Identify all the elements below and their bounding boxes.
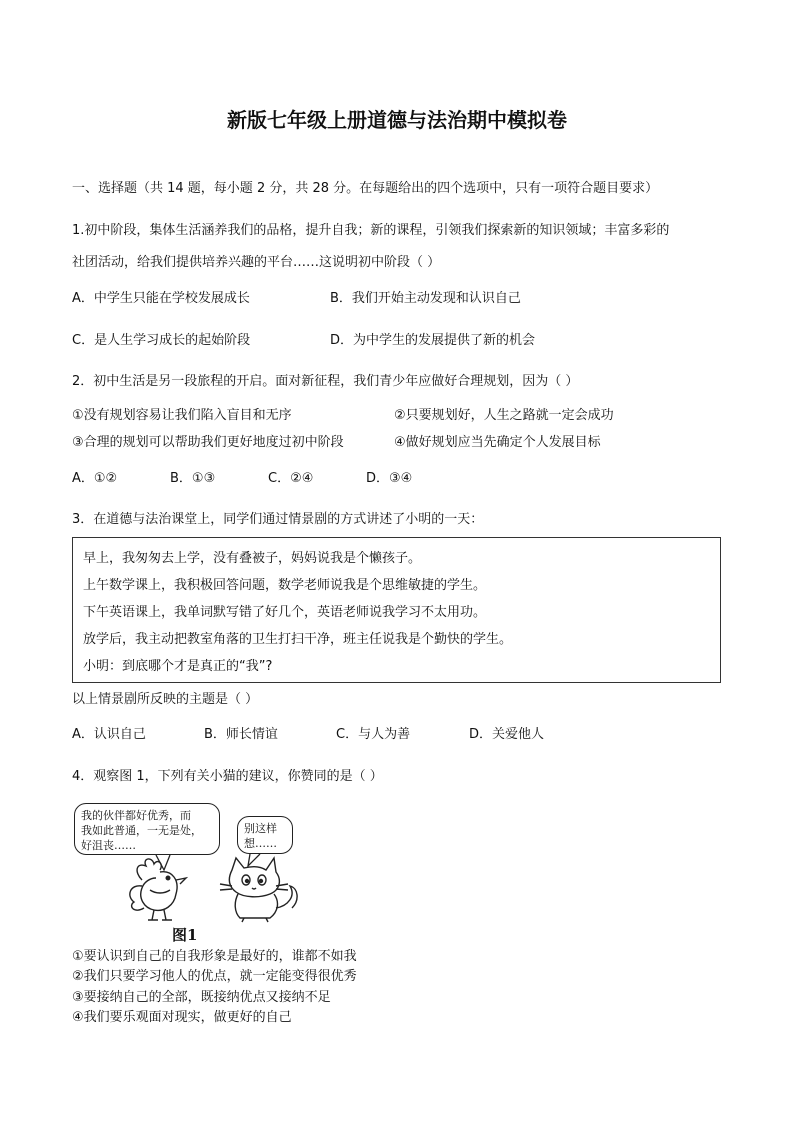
q1-stem-line2: 社团活动，给我们提供培养兴趣的平台……这说明初中阶段（ ）: [72, 255, 441, 270]
q4-statement-2: ②我们只要学习他人的优点，就一定能变得很优秀: [72, 969, 357, 984]
rooster-speech-line-1: 我的伙伴都好优秀，而: [81, 809, 191, 822]
section-heading: 一、选择题（共 14 题，每小题 2 分，共 28 分。在每题给出的四个选项中，只有一项符合题目要求）: [72, 181, 659, 196]
q1-option-c: C．是人生学习成长的起始阶段: [72, 333, 251, 348]
figure-caption: 图1: [172, 926, 198, 944]
q2-stem: 2．初中生活是另一段旅程的开启。面对新征程，我们青少年应做好合理规划，因为（ ）: [72, 374, 579, 389]
q3-stem: 3．在道德与法治课堂上，同学们通过情景剧的方式讲述了小明的一天：: [72, 512, 484, 527]
q2-option-b: B．①③: [170, 471, 216, 486]
rooster-speech-line-2: 我如此普通，一无是处，: [81, 824, 202, 837]
rooster-speech-bubble: [74, 803, 220, 855]
q3-option-c: C．与人为善: [336, 727, 411, 742]
q4-statement-1: ①要认识到自己的自我形象是最好的，谁都不如我: [72, 949, 357, 964]
scenario-box: [72, 537, 721, 683]
q3-option-d: D．关爱他人: [469, 727, 545, 742]
cat-speech-line-1: 别这样: [244, 822, 277, 835]
cat-speech-bubble: [237, 816, 293, 854]
scenario-line-5: 小明：到底哪个才是真正的“我”?: [83, 659, 273, 674]
rooster-bubble-tail: [156, 855, 170, 870]
q1-option-a: A．中学生只能在学校发展成长: [72, 291, 250, 306]
q2-statement-4: ④做好规划应当先确定个人发展目标: [394, 435, 601, 450]
q3-option-a: A．认识自己: [72, 727, 146, 742]
q1-stem-line1: 1.初中阶段，集体生活涵养我们的品格，提升自我；新的课程，引领我们探索新的知识领域；丰富多彩的: [72, 223, 670, 238]
cat-icon: [220, 858, 297, 922]
rooster-icon: [130, 859, 186, 920]
scenario-line-2: 上午数学课上，我积极回答问题，数学老师说我是个思维敏捷的学生。: [83, 578, 487, 593]
q2-statement-1: ①没有规划容易让我们陷入盲目和无序: [72, 408, 292, 423]
rooster-speech-line-3: 好沮丧……: [81, 839, 136, 852]
page-title: 新版七年级上册道德与法治期中模拟卷: [227, 108, 567, 132]
q2-statement-2: ②只要规划好，人生之路就一定会成功: [394, 408, 614, 423]
q2-statement-3: ③合理的规划可以帮助我们更好地度过初中阶段: [72, 435, 344, 450]
cartoon-illustration: [120, 850, 310, 925]
q3-followup: 以上情景剧所反映的主题是（ ）: [72, 692, 259, 707]
scenario-line-3: 下午英语课上，我单词默写错了好几个，英语老师说我学习不太用功。: [83, 605, 487, 620]
q2-option-c: C．②④: [268, 471, 314, 486]
cat-bubble-tail: [248, 854, 260, 866]
q2-option-d: D．③④: [366, 471, 413, 486]
q4-statement-3: ③要接纳自己的全部，既接纳优点又接纳不足: [72, 990, 331, 1005]
q3-option-b: B．师长情谊: [204, 727, 278, 742]
q4-stem: 4．观察图 1，下列有关小猫的建议，你赞同的是（ ）: [72, 769, 383, 784]
scenario-line-1: 早上，我匆匆去上学，没有叠被子，妈妈说我是个懒孩子。: [83, 551, 422, 566]
q4-statement-4: ④我们要乐观面对现实，做更好的自己: [72, 1010, 292, 1025]
q1-option-d: D．为中学生的发展提供了新的机会: [330, 333, 536, 348]
q2-option-a: A．①②: [72, 471, 118, 486]
scenario-line-4: 放学后，我主动把教室角落的卫生打扫干净，班主任说我是个勤快的学生。: [83, 632, 513, 647]
cat-speech-line-2: 想……: [244, 837, 277, 850]
q1-option-b: B．我们开始主动发现和认识自己: [330, 291, 521, 306]
